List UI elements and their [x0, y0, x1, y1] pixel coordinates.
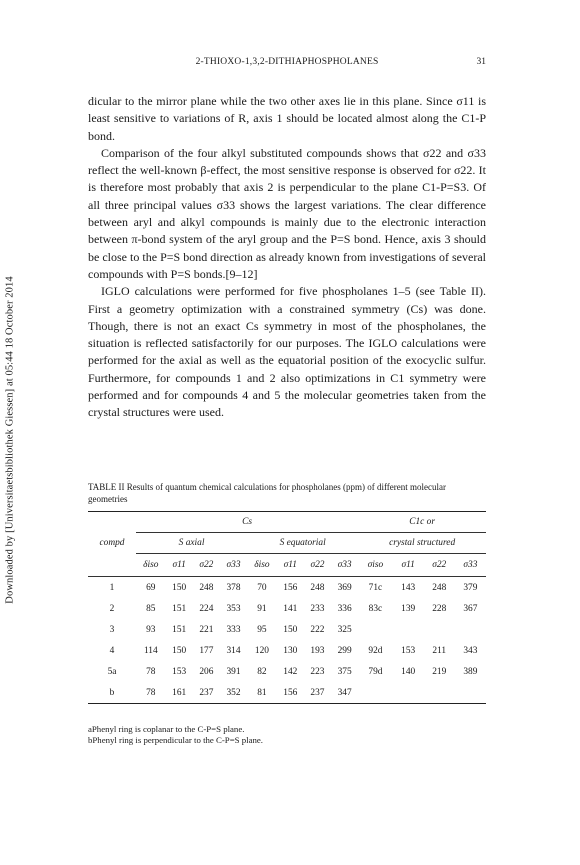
- table-cell: 379: [463, 582, 478, 593]
- table-cell: 237: [199, 687, 214, 698]
- table-cell: 95: [257, 624, 267, 635]
- table-row: [88, 640, 486, 661]
- table-cell: 378: [226, 582, 241, 593]
- table-cell: 325: [337, 624, 352, 635]
- table-cell: 248: [199, 582, 214, 593]
- table-cell: 233: [310, 603, 325, 614]
- header-crystal-structure: crystal structured: [358, 533, 486, 554]
- running-header: [88, 57, 486, 71]
- table-footnotes: [88, 724, 486, 746]
- table-cell: 389: [463, 666, 478, 677]
- table-cell: [358, 619, 392, 640]
- table-cell: 79d: [368, 666, 383, 677]
- table-cell: 391: [226, 666, 241, 677]
- table-cell: 93: [146, 624, 156, 635]
- table-cell: 78: [146, 687, 156, 698]
- table-cell: 3: [109, 624, 115, 635]
- column-header: δiso: [143, 560, 159, 570]
- footnote: bPhenyl ring is perpendicular to the C-P=S plane.: [88, 735, 264, 745]
- header-compd: compd: [99, 538, 125, 548]
- table-cell: 333: [226, 624, 241, 635]
- table-cell: 161: [172, 687, 187, 698]
- column-header: σ22: [432, 560, 447, 570]
- footnote: aPhenyl ring is coplanar to the C-P=S plane.: [88, 724, 245, 734]
- table-cell: 314: [226, 645, 241, 656]
- table-cell: 156: [283, 582, 298, 593]
- table-cell: 336: [337, 603, 352, 614]
- column-header: σ33: [226, 560, 241, 570]
- column-header: σiso: [367, 560, 384, 570]
- header-group-cs: Cs: [136, 512, 358, 533]
- table-cell: 1: [109, 582, 115, 593]
- table-cell: 151: [172, 624, 187, 635]
- body-text: [88, 93, 486, 422]
- table-cell: 369: [337, 582, 352, 593]
- table-cell: 81: [257, 687, 267, 698]
- table-cell: 151: [172, 603, 187, 614]
- table-cell: 343: [463, 645, 478, 656]
- header-s-equatorial: S equatorial: [247, 533, 358, 554]
- table-row: [88, 682, 486, 704]
- table-cell: 4: [109, 645, 115, 656]
- table-cell: 70: [257, 582, 267, 593]
- table-cell: 222: [310, 624, 325, 635]
- download-watermark: [0, 0, 24, 865]
- table-cell: b: [109, 687, 115, 698]
- column-header: σ11: [172, 560, 186, 570]
- paragraph: Comparison of the four alkyl substituted compounds shows that σ22 and σ33 reflect the well-known β-effect, the most sensitive response is observed for σ22. It is therefore most probably that axis 2 is perpendicular to the plane C1-P=S3. Of all three principal values σ33 shows the largest variations. The clear difference between aryl and alkyl compounds is mainly due to the electronic interaction between π-bond system of the aryl group and the P=S bond. Hence, axis 3 should be close to the P=S bond direction as already known from investigations of several compounds with P=S bonds.[9–12]: [88, 145, 486, 281]
- table-cell: [424, 682, 455, 704]
- table-cell: 140: [401, 666, 416, 677]
- table-cell: 130: [283, 645, 298, 656]
- table-cell: 5a: [107, 666, 117, 677]
- column-header: δiso: [254, 560, 270, 570]
- table-cell: 83c: [368, 603, 383, 614]
- column-header: σ22: [310, 560, 325, 570]
- table-cell: [424, 619, 455, 640]
- table-cell: 206: [199, 666, 214, 677]
- table-cell: 71c: [368, 582, 383, 593]
- table-cell: 224: [199, 603, 214, 614]
- table-cell: 150: [172, 582, 187, 593]
- table-cell: 211: [432, 645, 447, 656]
- table-cell: 114: [143, 645, 158, 656]
- page-number: 31: [476, 57, 486, 67]
- table-cell: 228: [432, 603, 447, 614]
- running-title: 2-THIOXO-1,3,2-DITHIAPHOSPHOLANES: [195, 57, 379, 67]
- table-cell: 153: [401, 645, 416, 656]
- table-cell: 375: [337, 666, 352, 677]
- table-cell: [455, 619, 486, 640]
- table-caption: TABLE II Results of quantum chemical calculations for phospholanes (ppm) of different molecular geometries: [88, 482, 447, 504]
- table-cell: [393, 619, 424, 640]
- table-cell: 85: [146, 603, 156, 614]
- column-header: σ11: [401, 560, 415, 570]
- results-table: [88, 511, 486, 704]
- table-cell: 347: [337, 687, 352, 698]
- table-cell: 248: [432, 582, 447, 593]
- table-cell: 223: [310, 666, 325, 677]
- table-cell: 156: [283, 687, 298, 698]
- table-cell: 91: [257, 603, 267, 614]
- table-cell: 141: [283, 603, 298, 614]
- table-cell: 150: [172, 645, 187, 656]
- table-cell: 353: [226, 603, 241, 614]
- table-cell: 177: [199, 645, 214, 656]
- table-cell: 142: [283, 666, 298, 677]
- column-header: σ33: [337, 560, 352, 570]
- column-header: σ11: [283, 560, 297, 570]
- table-cell: 92d: [368, 645, 383, 656]
- table-cell: 248: [310, 582, 325, 593]
- table-cell: 221: [199, 624, 214, 635]
- download-watermark-text: Downloaded by [Universitaetsbibliothek Giessen] at 05:44 18 October 2014: [4, 276, 16, 604]
- table-cell: 139: [401, 603, 416, 614]
- table-cell: 120: [254, 645, 269, 656]
- table-cell: 82: [257, 666, 267, 677]
- table-cell: [393, 682, 424, 704]
- table-cell: [455, 682, 486, 704]
- table-cell: 193: [310, 645, 325, 656]
- column-header: σ33: [463, 560, 478, 570]
- table-row: [88, 619, 486, 640]
- table-cell: 143: [401, 582, 416, 593]
- paragraph: IGLO calculations were performed for five phospholanes 1–5 (see Table II). First a geometry optimization with a constrained symmetry (Cs) was done. Though, there is not an exact Cs symmetry in most of the phospholanes, the situation is reflected satisfactorily for our purposes. The IGLO calculations were performed for the axial as well as the equatorial position of the exocyclic sulfur. Furthermore, for compounds 1 and 2 also optimizations in C1 symmetry were performed and for compounds 4 and 5 the molecular geometries taken from the crystal structures were used.: [88, 284, 486, 420]
- table-cell: 78: [146, 666, 156, 677]
- table-cell: 237: [310, 687, 325, 698]
- table-cell: 153: [172, 666, 187, 677]
- header-s-axial: S axial: [136, 533, 247, 554]
- table-cell: 69: [146, 582, 156, 593]
- column-header-row: [88, 554, 486, 577]
- table-row: [88, 577, 486, 599]
- paragraph: dicular to the mirror plane while the two other axes lie in this plane. Since σ11 is least sensitive to variations of R, axis 1 should be located almost along the C1-P bond.: [88, 94, 486, 143]
- table-row: [88, 598, 486, 619]
- table-cell: 299: [337, 645, 352, 656]
- header-group-c1: C1c or: [358, 512, 486, 533]
- table-cell: 2: [109, 603, 115, 614]
- table-row: [88, 661, 486, 682]
- table-cell: [358, 682, 392, 704]
- table-cell: 219: [432, 666, 447, 677]
- table-cell: 352: [226, 687, 241, 698]
- column-header: σ22: [199, 560, 214, 570]
- table-cell: 150: [283, 624, 298, 635]
- table-cell: 367: [463, 603, 478, 614]
